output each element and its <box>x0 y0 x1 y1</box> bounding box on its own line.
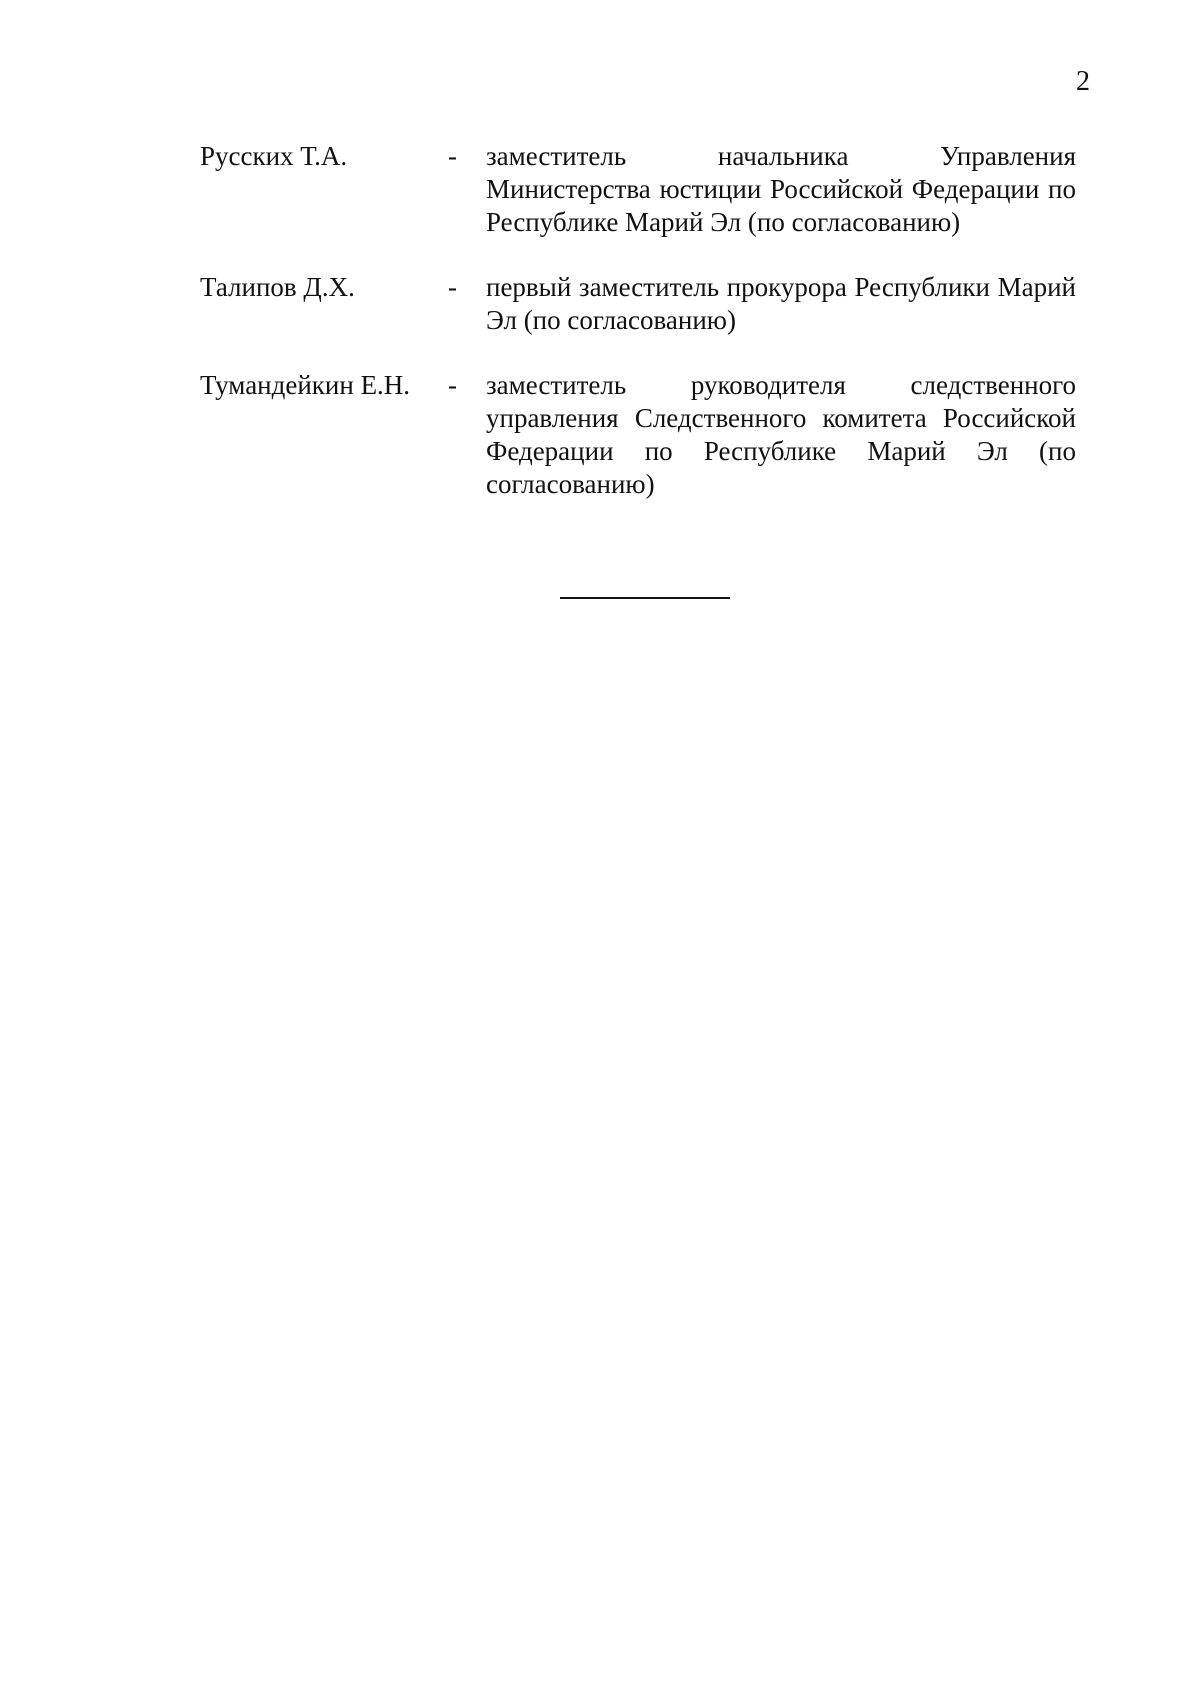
dash-separator: - <box>448 370 457 400</box>
list-item <box>200 369 1080 501</box>
member-position: первый заместитель прокурора Республики Марий Эл (по согласованию) <box>486 272 1076 335</box>
page-number: 2 <box>1076 66 1090 97</box>
end-of-list-rule <box>560 597 730 599</box>
list-item <box>200 140 1080 239</box>
member-name: Тумандейкин Е.Н. <box>200 370 411 400</box>
member-position: заместитель руководителя следственного управления Следственного комитета Российской Федерации по Республике Марий Эл (по согласованию) <box>486 370 1076 499</box>
dash-separator: - <box>448 272 457 302</box>
member-position: заместитель начальника Управления Министерства юстиции Российской Федерации по Республике Марий Эл (по согласованию) <box>486 141 1076 237</box>
list-item <box>200 271 1080 337</box>
member-list <box>200 140 1080 501</box>
member-name: Талипов Д.Х. <box>200 272 355 302</box>
dash-separator: - <box>448 141 457 171</box>
member-name: Русских Т.А. <box>200 141 348 171</box>
